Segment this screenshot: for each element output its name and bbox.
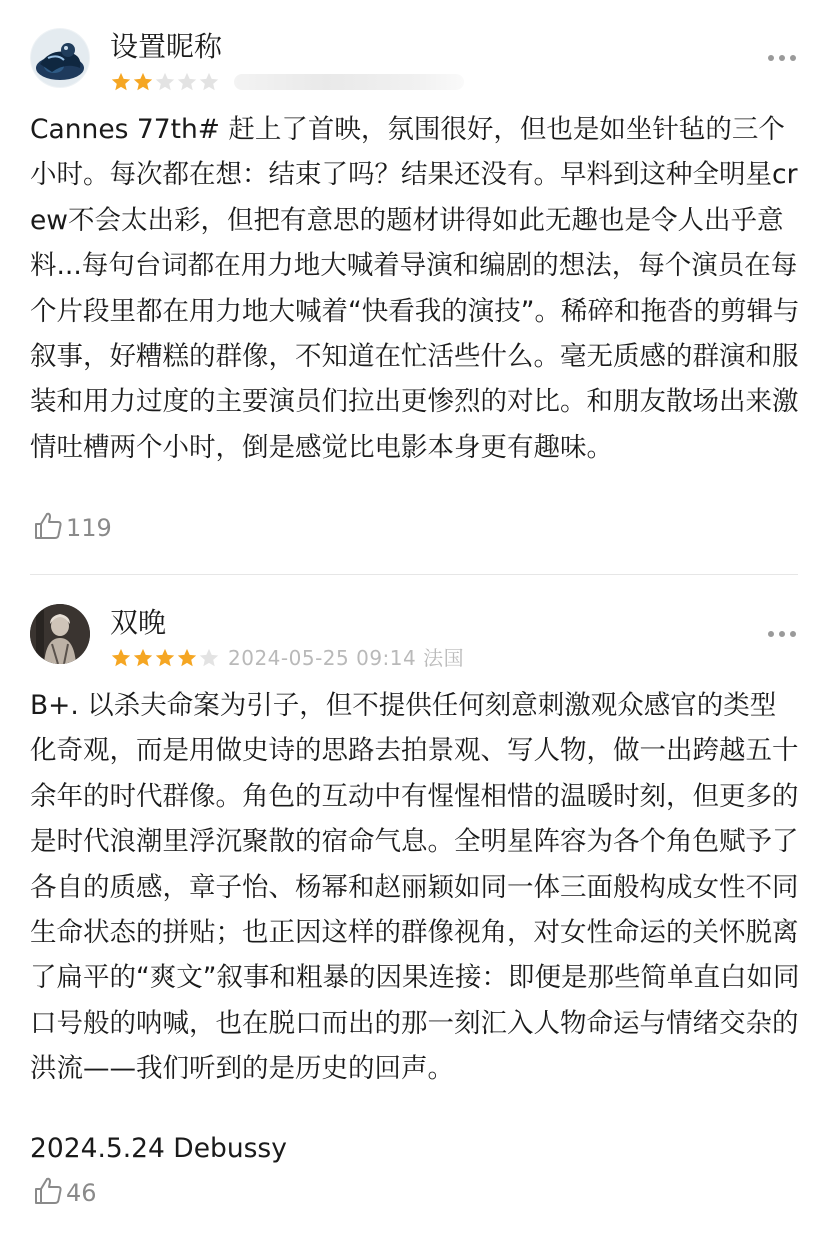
thumbs-up-icon xyxy=(32,1175,64,1211)
star-icon xyxy=(110,647,132,669)
star-icon xyxy=(110,71,132,93)
review-meta: 2024-05-25 09:14 法国 xyxy=(228,646,465,670)
star-icon xyxy=(198,647,220,669)
review-card xyxy=(0,0,828,574)
star-icon xyxy=(132,71,154,93)
like-count: 119 xyxy=(66,514,112,542)
star-rating xyxy=(110,71,220,93)
avatar[interactable] xyxy=(30,604,90,664)
more-dots-icon[interactable] xyxy=(768,54,796,62)
star-icon xyxy=(176,647,198,669)
like-button[interactable] xyxy=(32,1176,97,1210)
star-icon xyxy=(154,647,176,669)
star-icon xyxy=(154,71,176,93)
star-icon xyxy=(132,647,154,669)
avatar-image xyxy=(30,28,90,88)
thumbs-up-icon xyxy=(32,510,64,546)
like-count: 46 xyxy=(66,1179,97,1207)
more-dots-icon[interactable] xyxy=(768,630,796,638)
review-text: Cannes 77th# 赶上了首映，氛围很好，但也是如坐针毡的三个小时。每次都在想：结束了吗？结果还没有。早料到这种全明星crew不会太出彩，但把有意思的题材讲得如此无趣也是令人出乎意料...每句台词都在用力地大喊着导演和编剧的想法，每个演员在每个片段里都在用力地大喊着“快看我的演技”。稀碎和拖沓的剪辑与叙事，好糟糕的群像，不知道在忙活些什么。毫无质感的群演和服装和用力过度的主要演员们拉出更惨烈的对比。和朋友散场出来激情吐槽两个小时，倒是感觉比电影本身更有趣味。 xyxy=(30,114,800,463)
review-text: B+. 以杀夫命案为引子，但不提供任何刻意刺激观众感官的类型化奇观，而是用做史诗的思路去拍景观、写人物，做一出跨越五十余年的时代群像。角色的互动中有惺惺相惜的温暖时刻，但更多的是时代浪潮里浮沉聚散的宿命气息。全明星阵容为各个角色赋予了各自的质感，章子怡、杨幂和赵丽颖如同一体三面般构成女性不同生命状态的拼贴；也正因这样的群像视角，对女性命运的关怀脱离了扁平的“爽文”叙事和粗暴的因果连接：即便是那些简单直白如同口号般的呐喊，也在脱口而出的那一刻汇入人物命运与情绪交杂的洪流——我们听到的是历史的回声。 xyxy=(30,690,800,1085)
review-card xyxy=(0,575,828,1237)
star-icon xyxy=(176,71,198,93)
star-rating xyxy=(110,647,220,669)
review-signature: 2024.5.24 Debussy xyxy=(30,1133,287,1164)
rating-row xyxy=(110,70,464,94)
avatar-image xyxy=(30,604,90,664)
user-nickname[interactable]: 设置昵称 xyxy=(110,30,223,63)
star-icon xyxy=(198,71,220,93)
avatar[interactable] xyxy=(30,28,90,88)
blurred-meta xyxy=(234,74,464,90)
user-nickname[interactable]: 双晚 xyxy=(110,606,167,639)
rating-row xyxy=(110,646,464,670)
like-button[interactable] xyxy=(32,511,112,545)
